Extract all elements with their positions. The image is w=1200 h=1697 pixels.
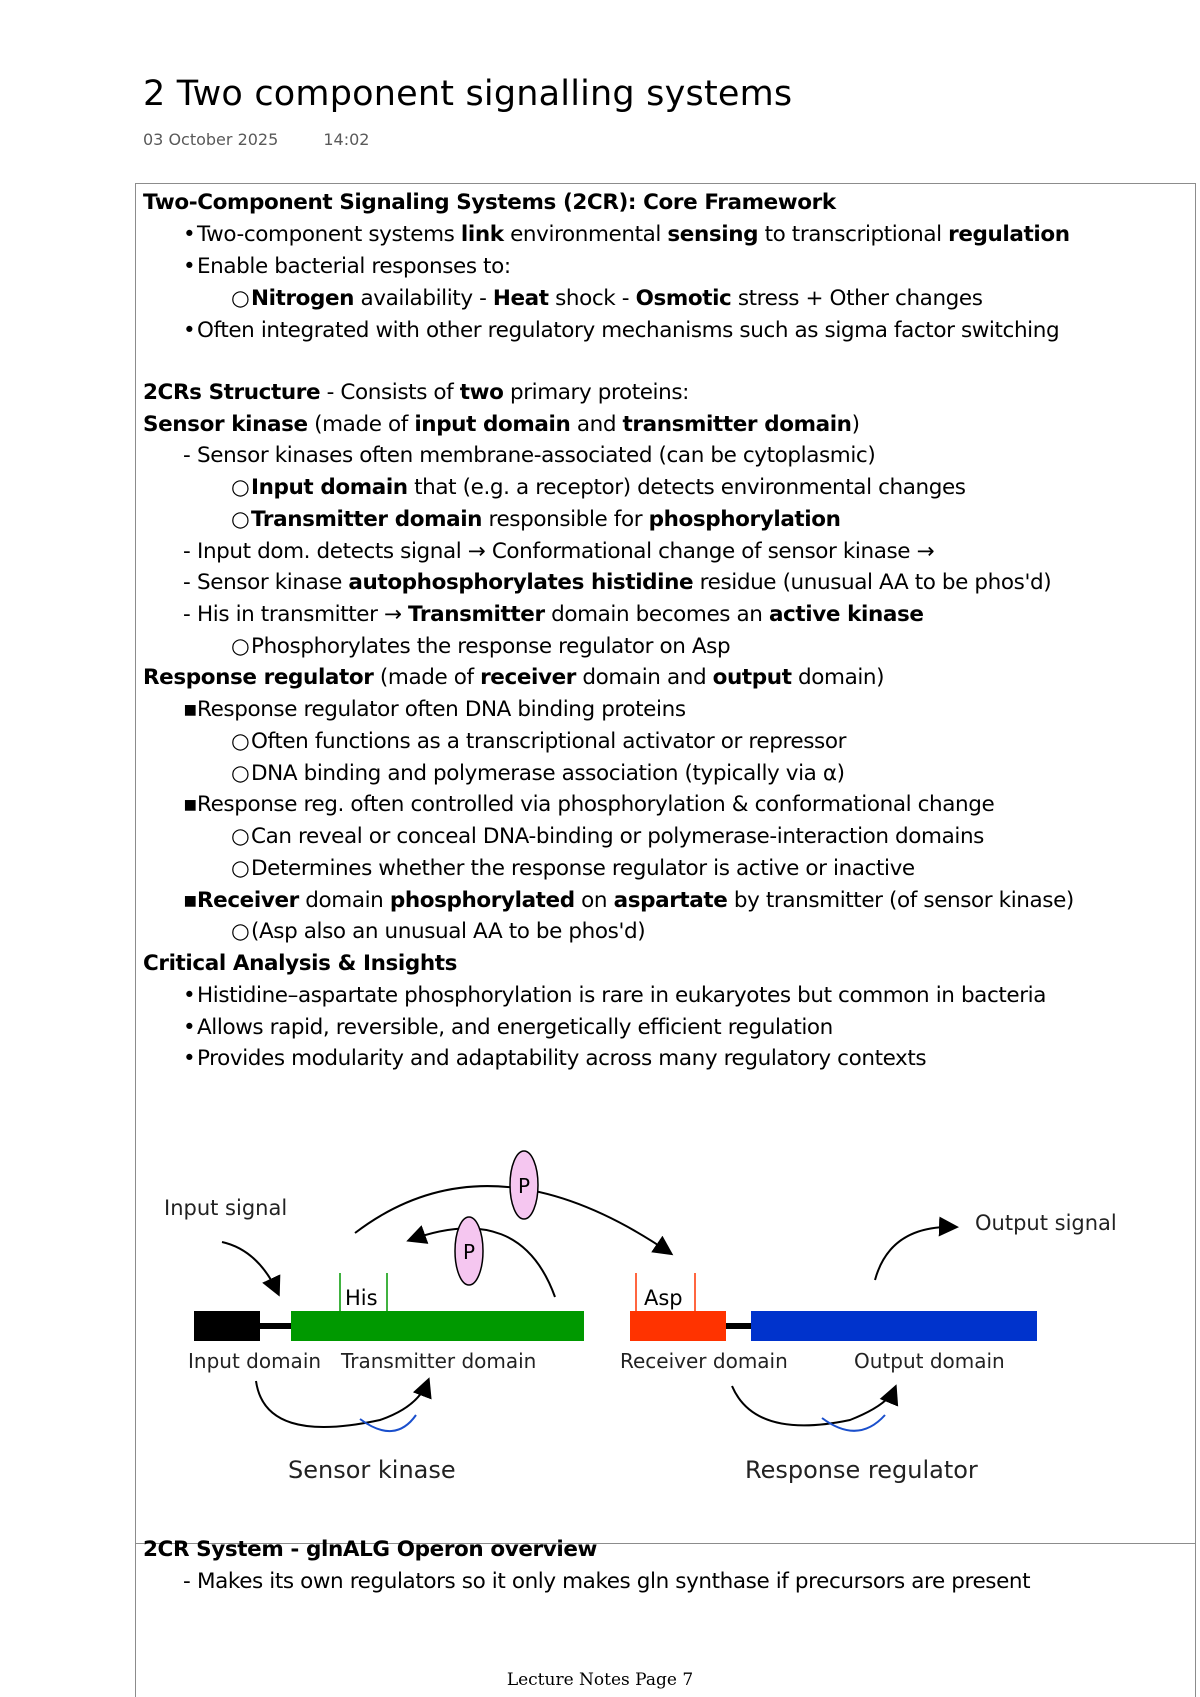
dash-item: - His in transmitter → Transmitter domain becomes an active kinase <box>183 602 924 627</box>
section2-heading: 2CR System - glnALG Operon overview <box>143 1537 597 1562</box>
output-arrow <box>875 1227 955 1280</box>
response-regulator-heading: Response regulator (made of receiver domain and output domain) <box>143 665 885 690</box>
sub-bullet-item: ○Often functions as a transcriptional activator or repressor <box>231 729 847 754</box>
sub-bullet-item: ○Transmitter domain responsible for phosphorylation <box>231 507 841 532</box>
sub-bullet-item: ○Input domain that (e.g. a receptor) detects environmental changes <box>231 475 966 500</box>
his-label: His <box>345 1286 378 1310</box>
output-domain-label: Output domain <box>854 1349 1005 1373</box>
bullet-item: •Often integrated with other regulatory mechanisms such as sigma factor switching <box>183 318 1060 343</box>
sub-bullet-item: ○(Asp also an unusual AA to be phos'd) <box>231 919 646 944</box>
bullet-item: •Allows rapid, reversible, and energetically efficient regulation <box>183 1015 833 1040</box>
sub-bullet-item: ○Can reveal or conceal DNA-binding or polymerase-interaction domains <box>231 824 984 849</box>
asp-label: Asp <box>644 1286 683 1310</box>
sensor-kinase-heading: Sensor kinase (made of input domain and transmitter domain) <box>143 412 860 437</box>
input-signal-label: Input signal <box>164 1196 288 1220</box>
bullet-item: •Enable bacterial responses to: <box>183 254 511 279</box>
section-heading: Two-Component Signaling Systems (2CR): Core Framework <box>143 190 836 215</box>
output-domain-bar <box>751 1311 1037 1341</box>
analysis-heading: Critical Analysis & Insights <box>143 951 458 976</box>
page-time: 14:02 <box>323 130 370 149</box>
svg-text:P: P <box>517 1174 531 1198</box>
svg-text:P: P <box>462 1240 476 1264</box>
dash-item: - Sensor kinases often membrane-associated (can be cytoplasmic) <box>183 443 876 468</box>
dash-item: - Makes its own regulators so it only makes gln synthase if precursors are present <box>183 1569 1031 1594</box>
dash-item: - Sensor kinase autophosphorylates histidine residue (unusual AA to be phos'd) <box>183 570 1052 595</box>
transmitter-domain-bar <box>291 1311 584 1341</box>
square-bullet-item: ▪Response regulator often DNA binding proteins <box>183 697 686 722</box>
output-signal-label: Output signal <box>975 1211 1117 1235</box>
sub-bullet-item: ○Nitrogen availability - Heat shock - Osmotic stress + Other changes <box>231 286 983 311</box>
bullet-item: •Provides modularity and adaptability across many regulatory contexts <box>183 1046 927 1071</box>
two-component-diagram <box>150 1145 1130 1505</box>
page-meta <box>143 130 369 149</box>
sensor-kinase-label: Sensor kinase <box>288 1456 456 1484</box>
bullet-item: •Two-component systems link environmental sensing to transcriptional regulation <box>183 222 1070 247</box>
page-title: 2 Two component signalling systems <box>143 74 793 114</box>
regulator-conformation-arrow <box>732 1386 895 1425</box>
input-domain-bar <box>194 1311 260 1341</box>
transmitter-domain-label: Transmitter domain <box>341 1349 537 1373</box>
page-footer: Lecture Notes Page 7 <box>506 1670 694 1690</box>
response-regulator-label: Response regulator <box>745 1456 978 1484</box>
square-bullet-item: ▪Receiver domain phosphorylated on aspartate by transmitter (of sensor kinase) <box>183 888 1074 913</box>
phosphate-group-lower <box>455 1217 483 1285</box>
sub-bullet-item: ○Phosphorylates the response regulator on Asp <box>231 634 731 659</box>
input-arrow <box>222 1242 278 1293</box>
receiver-domain-label: Receiver domain <box>620 1349 788 1373</box>
bullet-item: •Histidine–aspartate phosphorylation is rare in eukaryotes but common in bacteria <box>183 983 1047 1008</box>
sub-bullet-item: ○DNA binding and polymerase association (typically via α) <box>231 761 845 786</box>
phosphate-group-top <box>510 1151 538 1219</box>
structure-heading: 2CRs Structure - Consists of two primary proteins: <box>143 380 689 405</box>
dash-item: - Input dom. detects signal → Conformational change of sensor kinase → <box>183 539 935 564</box>
sensor-conformation-arrow <box>256 1381 428 1427</box>
receiver-domain-bar <box>630 1311 726 1341</box>
page-date: 03 October 2025 <box>143 130 279 149</box>
square-bullet-item: ▪Response reg. often controlled via phosphorylation & conformational change <box>183 792 995 817</box>
input-domain-label: Input domain <box>188 1349 322 1373</box>
sub-bullet-item: ○Determines whether the response regulator is active or inactive <box>231 856 915 881</box>
